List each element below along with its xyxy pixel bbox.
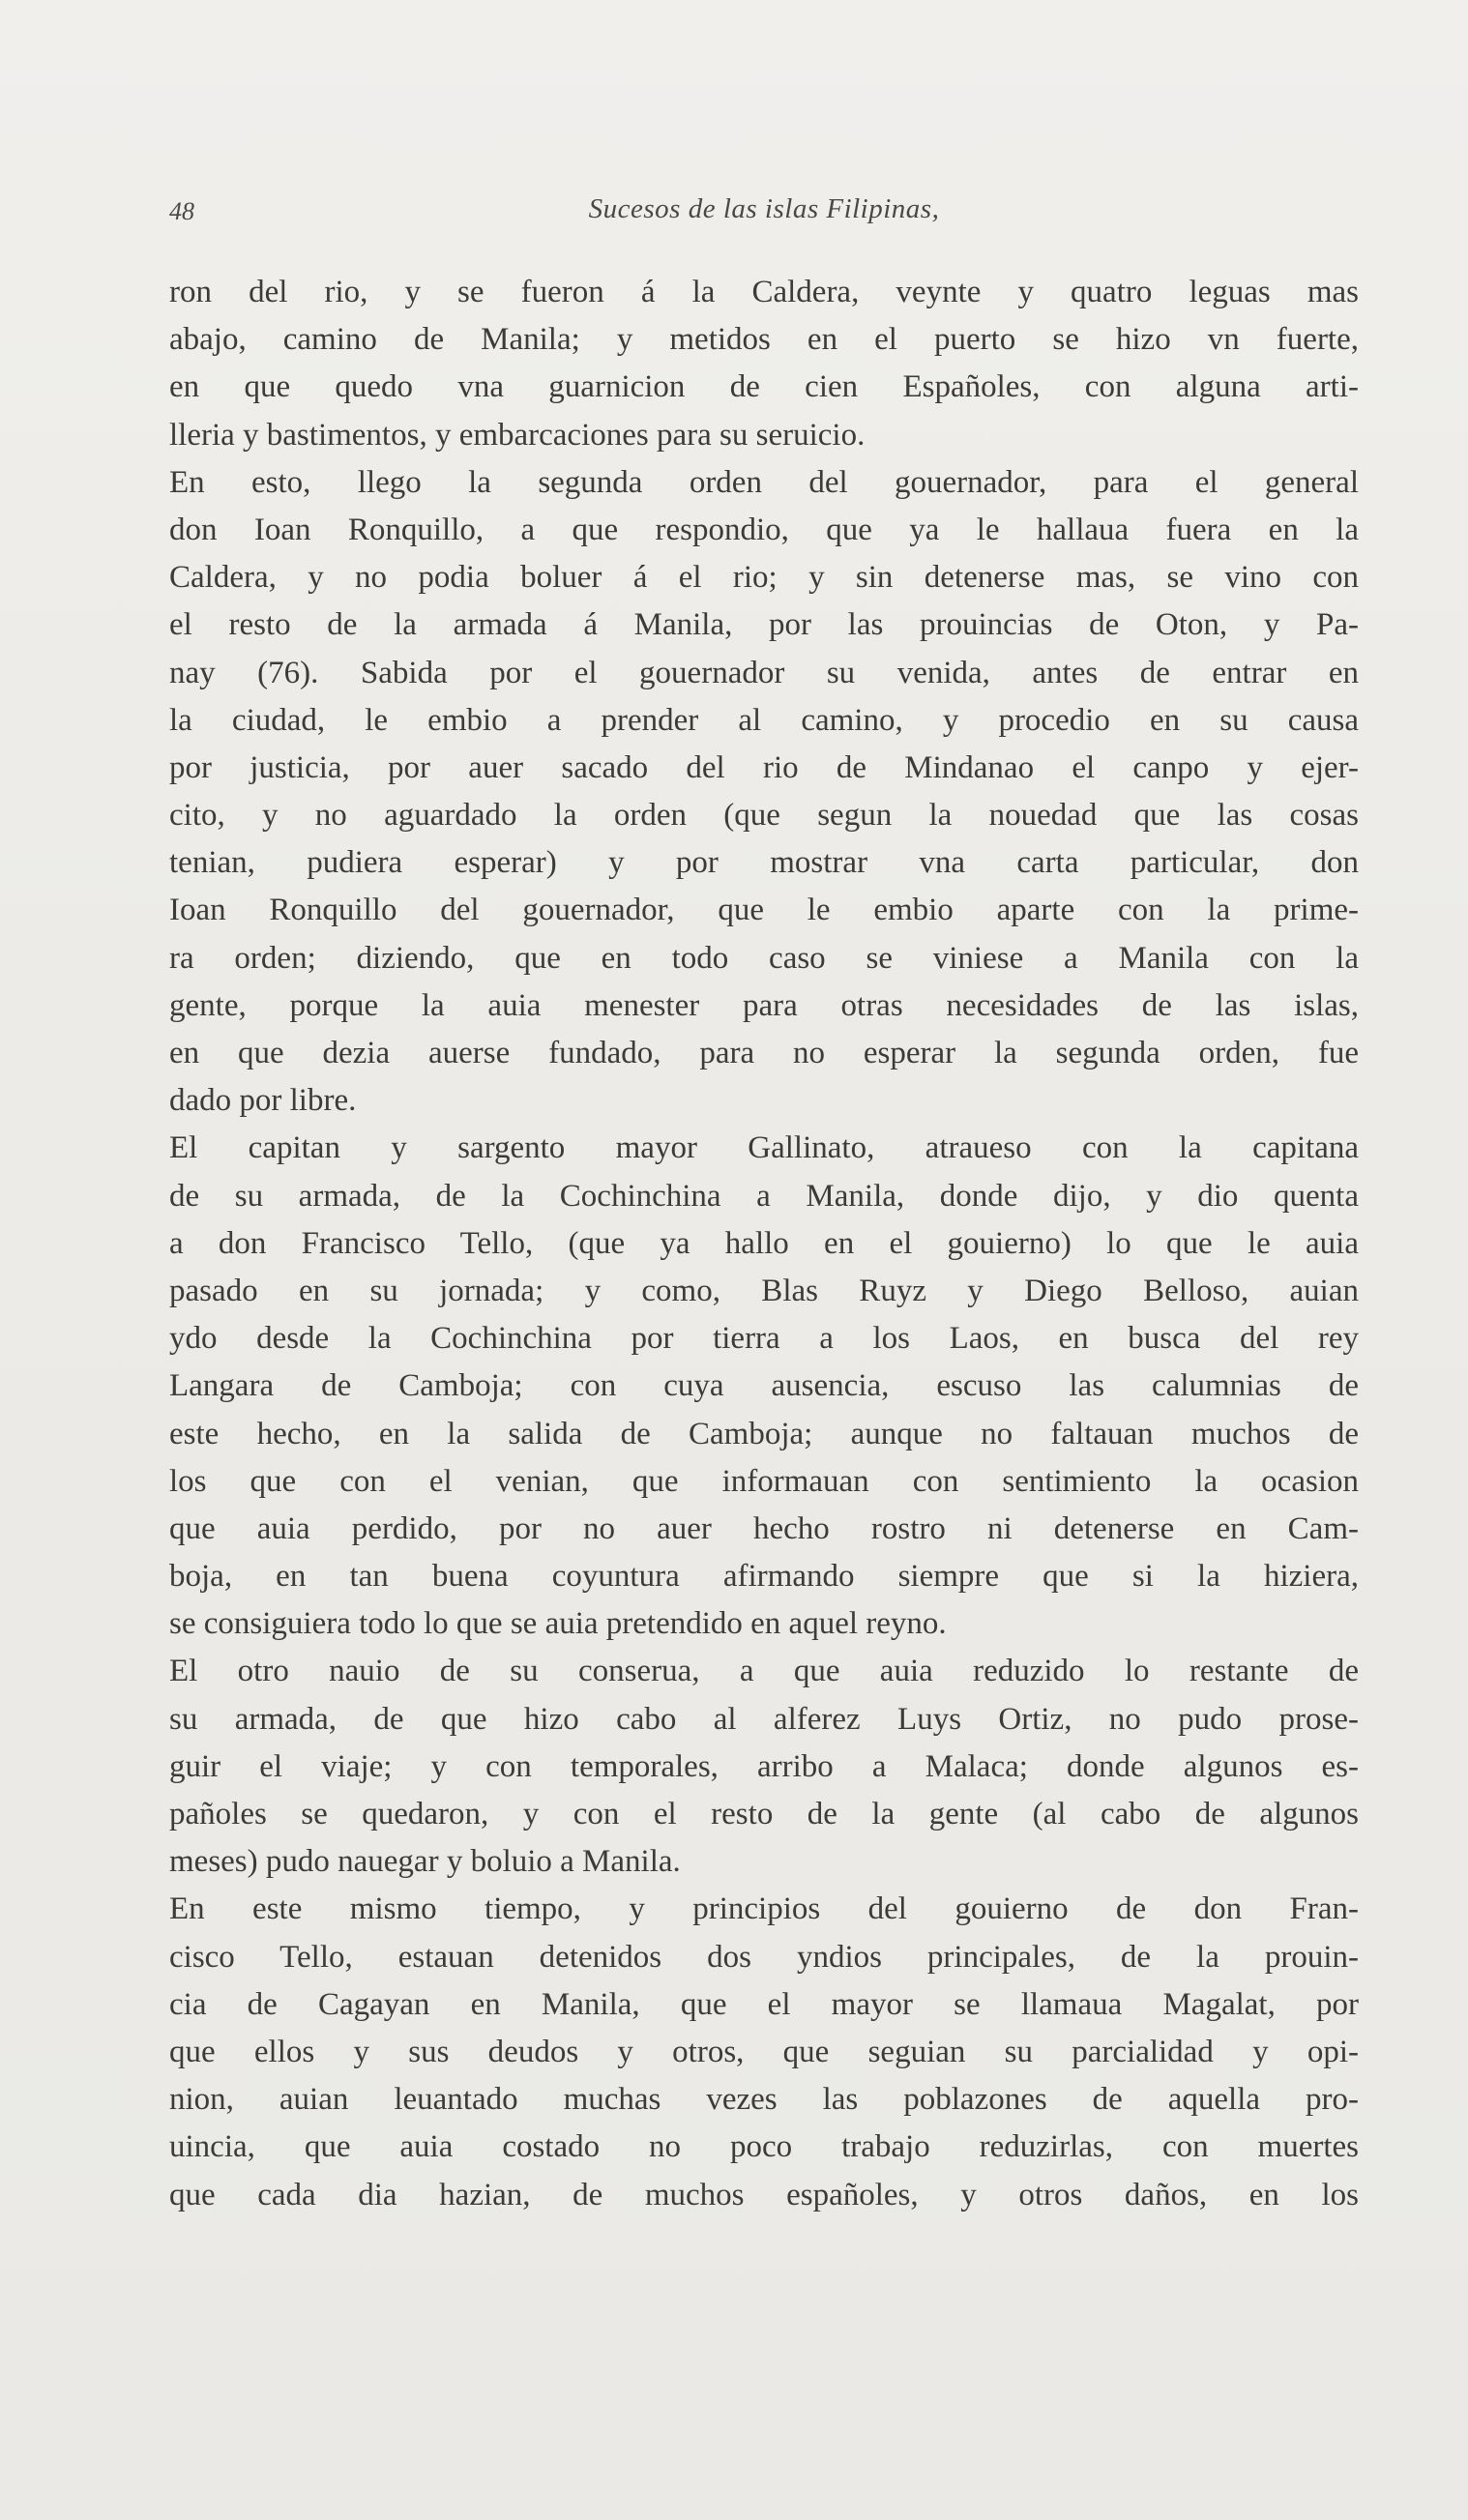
text-line: uincia, que auia costado no poco trabajo reduzirlas, con muertes: [169, 2129, 1359, 2165]
text-line: ydo desde la Cochinchina por tierra a los Laos, en busca del rey: [169, 1321, 1359, 1357]
text-line: en que dezia auerse fundado, para no esperar la segunda orden, fue: [169, 1036, 1359, 1070]
text-line: a don Francisco Tello, (que ya hallo en el gouierno) lo que le auia: [169, 1225, 1359, 1261]
text-line: gente, porque la auia menester para otras necesidades de las islas,: [169, 987, 1359, 1023]
text-line: pasado en su jornada; y como, Blas Ruyz y Diego Belloso, auian: [169, 1273, 1359, 1308]
running-head: [169, 193, 1359, 232]
body-text: [169, 269, 1359, 2219]
text-line: tenian, pudiera esperar) y por mostrar vna carta particular, don: [169, 845, 1359, 881]
text-line: Ioan Ronquillo del gouernador, que le embio aparte con la prime-: [169, 893, 1359, 928]
text-line: los que con el venian, que informauan con sentimiento la ocasion: [169, 1463, 1359, 1499]
text-line: por justicia, por auer sacado del rio de Mindanao el canpo y ejer-: [169, 749, 1359, 785]
text-line: nion, auian leuantado muchas vezes las poblazones de aquella pro-: [169, 2082, 1359, 2118]
text-line: El capitan y sargento mayor Gallinato, atraueso con la capitana: [169, 1130, 1359, 1166]
text-line: El otro nauio de su conserua, a que auia reduzido lo restante de: [169, 1654, 1359, 1689]
text-line: este hecho, en la salida de Camboja; aunque no faltauan muchos de: [169, 1416, 1359, 1451]
running-title: Sucesos de las islas Filipinas,: [588, 193, 940, 224]
text-line: ron del rio, y se fueron á la Caldera, veynte y quatro leguas mas: [169, 275, 1359, 309]
text-line: don Ioan Ronquillo, a que respondio, que ya le hallaua fuera en la: [169, 512, 1359, 547]
text-line: el resto de la armada á Manila, por las prouincias de Oton, y Pa-: [169, 607, 1359, 643]
text-line: ra orden; diziendo, que en todo caso se viniese a Manila con la: [169, 940, 1359, 976]
text-line: pañoles se quedaron, y con el resto de la gente (al cabo de algunos: [169, 1797, 1359, 1831]
text-line: nay (76). Sabida por el gouernador su venida, antes de entrar en: [169, 655, 1359, 690]
text-line: abajo, camino de Manila; y metidos en el puerto se hizo vn fuerte,: [169, 322, 1359, 358]
text-line: cisco Tello, estauan detenidos dos yndios principales, de la prouin-: [169, 1939, 1359, 1975]
text-line: En esto, llego la segunda orden del gouernador, para el general: [169, 464, 1359, 500]
text-line: en que quedo vna guarnicion de cien Españoles, con alguna arti-: [169, 369, 1359, 405]
text-line: Langara de Camboja; con cuya ausencia, escuso las calumnias de: [169, 1368, 1359, 1404]
text-line: que cada dia hazian, de muchos españoles, y otros daños, en los: [169, 2177, 1359, 2212]
text-line: que ellos y sus deudos y otros, que seguian su parcialidad y opi-: [169, 2034, 1359, 2069]
text-line: En este mismo tiempo, y principios del gouierno de don Fran-: [169, 1891, 1359, 1927]
text-line: lleria y bastimentos, y embarcaciones para su seruicio.: [169, 417, 866, 453]
text-line: de su armada, de la Cochinchina a Manila, donde dijo, y dio quenta: [169, 1178, 1359, 1214]
text-line: cito, y no aguardado la orden (que segun la nouedad que las cosas: [169, 798, 1359, 834]
page-number: 48: [169, 197, 194, 225]
text-line: cia de Cagayan en Manila, que el mayor se llamaua Magalat, por: [169, 1986, 1359, 2022]
text-line: dado por libre.: [169, 1083, 357, 1119]
text-line: boja, en tan buena coyuntura afirmando siempre que si la hiziera,: [169, 1559, 1359, 1595]
text-line: Caldera, y no podia boluer á el rio; y sin detenerse mas, se vino con: [169, 560, 1359, 596]
text-line: su armada, de que hizo cabo al alferez Luys Ortiz, no pudo prose-: [169, 1701, 1359, 1737]
text-line: la ciudad, le embio a prender al camino, y procedio en su causa: [169, 702, 1359, 738]
text-line: que auia perdido, por no auer hecho rostro ni detenerse en Cam-: [169, 1510, 1359, 1546]
text-line: meses) pudo nauegar y boluio a Manila.: [169, 1844, 681, 1880]
text-line: guir el viaje; y con temporales, arribo a Malaca; donde algunos es-: [169, 1748, 1359, 1784]
text-line: se consiguiera todo lo que se auia pretendido en aquel reyno.: [169, 1606, 947, 1642]
